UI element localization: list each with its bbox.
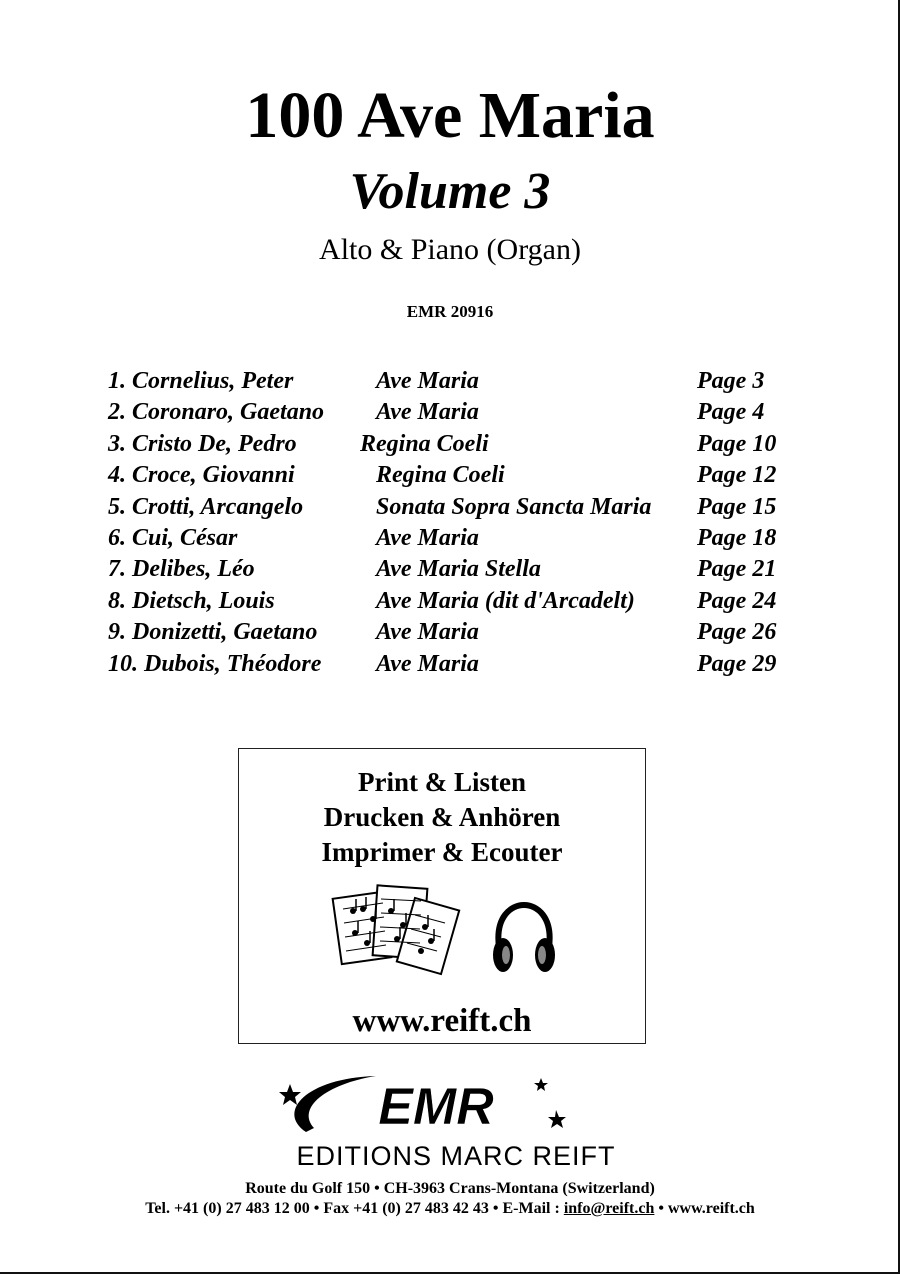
email-link[interactable]: info@reift.ch <box>563 1200 655 1217</box>
toc-composer: 9. Donizetti, Gaetano <box>108 619 318 646</box>
toc-work: Ave Maria <box>376 619 479 646</box>
toc-composer: 7. Delibes, Léo <box>108 556 255 583</box>
table-of-contents <box>108 366 808 680</box>
promo-line-en: Print & Listen <box>358 767 526 797</box>
toc-row <box>108 554 808 585</box>
promo-line-de: Drucken & Anhören <box>323 802 561 832</box>
toc-work: Regina Coeli <box>376 462 505 489</box>
toc-page: Page 4 <box>697 399 765 426</box>
toc-page: Page 26 <box>697 619 777 646</box>
toc-composer: 2. Coronaro, Gaetano <box>108 399 325 426</box>
toc-row <box>108 397 808 428</box>
email-label: E-Mail : <box>502 1200 560 1217</box>
toc-page: Page 12 <box>697 462 777 489</box>
toc-work: Sonata Sopra Sancta Maria <box>376 493 652 520</box>
separator: • <box>488 1200 503 1217</box>
sheet-music-icon <box>331 881 461 981</box>
promo-url: www.reift.ch <box>352 1003 532 1039</box>
catalog-number: EMR 20916 <box>406 302 494 321</box>
toc-row <box>108 492 808 523</box>
toc-page: Page 21 <box>697 556 777 583</box>
toc-work: Ave Maria <box>376 524 479 551</box>
phone-number: Tel. +41 (0) 27 483 12 00 <box>145 1200 310 1217</box>
logo-mark: EMR <box>378 1078 494 1136</box>
logo-name: EDITIONS MARC REIFT <box>296 1141 616 1171</box>
toc-page: Page 3 <box>697 368 765 394</box>
website-link[interactable]: www.reift.ch <box>668 1200 755 1217</box>
headphones-icon <box>489 899 559 979</box>
toc-row <box>108 586 808 617</box>
toc-row <box>108 523 808 554</box>
toc-row <box>108 429 808 460</box>
toc-composer: 4. Croce, Giovanni <box>108 462 295 489</box>
toc-composer: 5. Crotti, Arcangelo <box>108 493 304 520</box>
toc-work: Regina Coeli <box>360 430 489 457</box>
page-title: 100 Ave Maria <box>245 79 655 152</box>
toc-composer: 10. Dubois, Théodore <box>108 650 322 677</box>
publisher-address: Route du Golf 150 • CH-3963 Crans-Montana (Switzerland) <box>245 1180 655 1197</box>
toc-composer: 6. Cui, César <box>108 524 238 551</box>
toc-row <box>108 460 808 491</box>
emr-logo <box>236 1072 676 1172</box>
toc-work: Ave Maria <box>376 368 479 394</box>
toc-row <box>108 617 808 648</box>
toc-page: Page 18 <box>697 524 777 551</box>
separator: • <box>654 1200 668 1217</box>
instrumentation: Alto & Piano (Organ) <box>319 233 581 266</box>
promo-line-fr: Imprimer & Ecouter <box>321 837 563 867</box>
toc-composer: 3. Cristo De, Pedro <box>108 430 297 457</box>
toc-page: Page 10 <box>697 430 777 457</box>
toc-work: Ave Maria Stella <box>376 556 541 583</box>
toc-page: Page 29 <box>697 650 777 677</box>
print-listen-box <box>238 748 646 1044</box>
toc-work: Ave Maria <box>376 399 479 426</box>
toc-work: Ave Maria <box>376 650 479 677</box>
toc-composer: 1. Cornelius, Peter <box>108 368 294 394</box>
toc-composer: 8. Dietsch, Louis <box>108 587 275 614</box>
toc-row <box>108 366 808 397</box>
toc-page: Page 15 <box>697 493 777 520</box>
toc-work: Ave Maria (dit d'Arcadelt) <box>376 587 635 614</box>
volume-title: Volume 3 <box>349 163 551 220</box>
publisher-contact <box>0 1199 900 1219</box>
fax-number: Fax +41 (0) 27 483 42 43 <box>323 1200 489 1217</box>
toc-page: Page 24 <box>697 587 777 614</box>
toc-row <box>108 649 808 680</box>
separator: • <box>309 1200 324 1217</box>
